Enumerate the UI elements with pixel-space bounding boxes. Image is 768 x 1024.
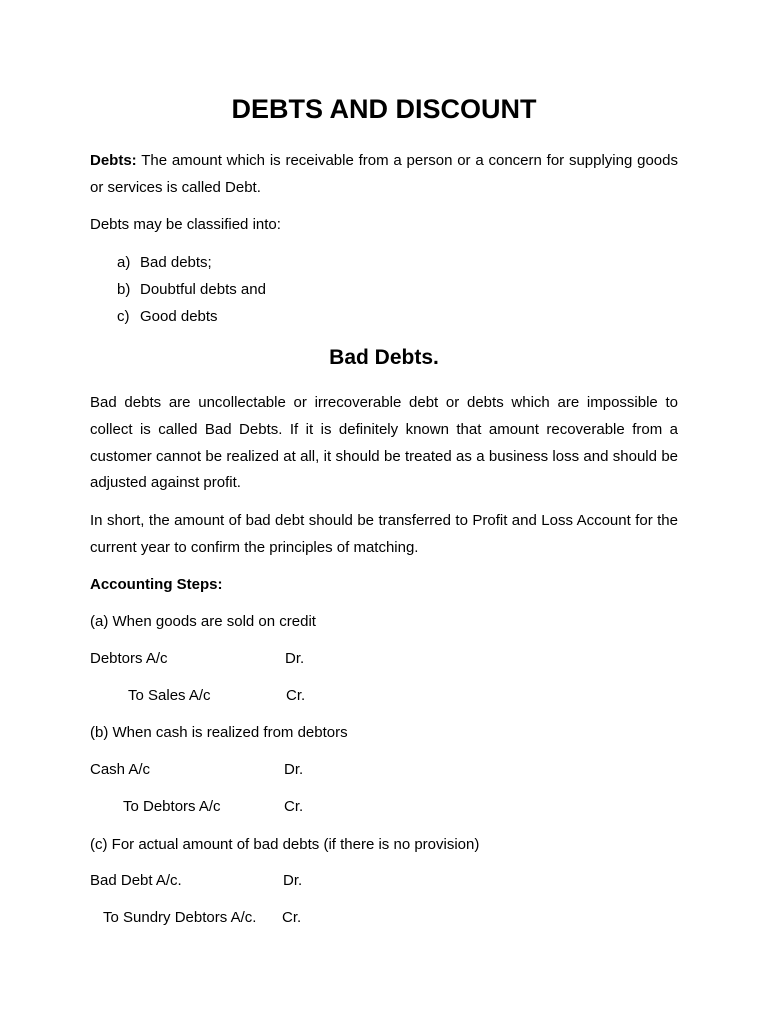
step-b-debit-marker: Dr. bbox=[284, 761, 304, 778]
debts-term: Debts: bbox=[90, 152, 137, 169]
debts-definition-text: The amount which is receivable from a person or a concern for supplying goods or services is called Debt. bbox=[90, 152, 678, 196]
step-b-credit-account: To Debtors A/c bbox=[123, 798, 221, 815]
bad-debts-paragraph: Bad debts are uncollectable or irrecoverable debt or debts which are impossible to collect is called Bad Debts. If it is definitely known that amount recoverable from a customer cannot be realized at all, it should be treated as a business loss and should be adjusted against profit. bbox=[90, 394, 678, 492]
classification-intro: Debts may be classified into: bbox=[90, 216, 281, 233]
list-marker: c) bbox=[117, 308, 130, 325]
list-item-text: Good debts bbox=[140, 308, 218, 325]
document-title: DEBTS AND DISCOUNT bbox=[231, 94, 537, 124]
accounting-steps-heading: Accounting Steps: bbox=[90, 576, 223, 593]
classification-item-b bbox=[117, 280, 266, 300]
list-item-text: Doubtful debts and bbox=[140, 281, 266, 298]
step-a-heading: (a) When goods are sold on credit bbox=[90, 613, 316, 630]
list-marker: a) bbox=[117, 254, 131, 271]
step-c-heading: (c) For actual amount of bad debts (if there is no provision) bbox=[90, 836, 480, 853]
debts-definition-paragraph bbox=[90, 148, 678, 202]
classification-item-c bbox=[117, 307, 218, 327]
step-a-debit-marker: Dr. bbox=[285, 650, 305, 667]
step-a-credit-account: To Sales A/c bbox=[128, 687, 211, 704]
step-a-credit-marker: Cr. bbox=[286, 687, 306, 704]
step-c-credit-marker: Cr. bbox=[282, 909, 302, 926]
step-a-debit-account: Debtors A/c bbox=[90, 650, 168, 667]
list-item-text: Bad debts; bbox=[140, 254, 212, 271]
matching-paragraph: In short, the amount of bad debt should be transferred to Profit and Loss Account for the current year to confirm the principles of matching. bbox=[90, 512, 678, 556]
step-c-debit-account: Bad Debt A/c. bbox=[90, 872, 182, 889]
step-b-debit-account: Cash A/c bbox=[90, 761, 151, 778]
list-marker: b) bbox=[117, 281, 131, 298]
step-b-credit-marker: Cr. bbox=[284, 798, 304, 815]
step-c-credit-account: To Sundry Debtors A/c. bbox=[103, 909, 257, 926]
section-title-bad-debts: Bad Debts. bbox=[329, 346, 439, 369]
step-c-debit-marker: Dr. bbox=[283, 872, 303, 889]
classification-item-a bbox=[117, 253, 212, 273]
step-b-heading: (b) When cash is realized from debtors bbox=[90, 724, 348, 741]
